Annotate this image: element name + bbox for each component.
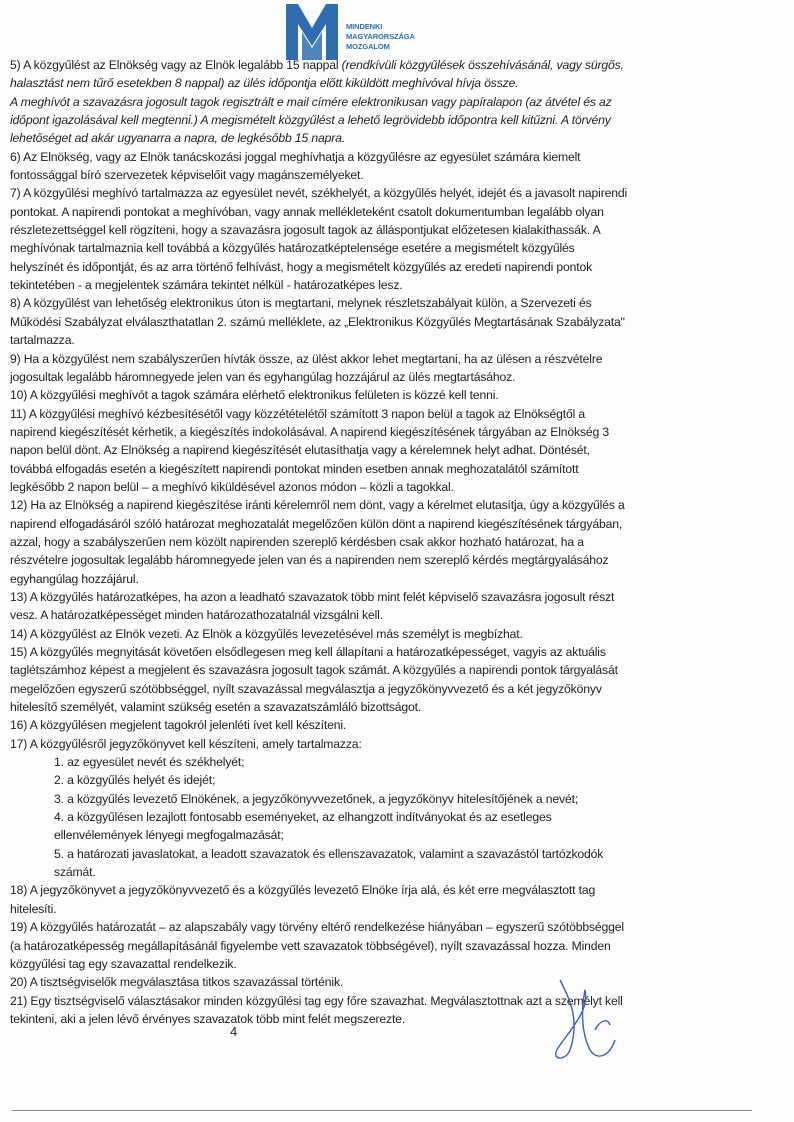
text: 12) Ha az Elnökség a napirend kiegészítése iránti kérelemről nem dönt, vagy a kérelmet elutasítja, úgy a közgyűlés a: [10, 498, 625, 513]
text: 18) A jegyzőkönyvet a jegyzőkönyvvezető és a közgyűlés levezető Elnöke írja alá, és két erre megválasztott tag: [10, 883, 596, 898]
italic-text: A meghívót a szavazásra jogosult tagok regisztrált e mail címére elektronikusan vagy papíralapon (az átvétel és az: [10, 94, 612, 109]
document-body: [10, 56, 790, 1028]
text-line: [10, 441, 790, 459]
text-line: [10, 735, 790, 753]
text-line: [10, 386, 790, 404]
logo-text-line: MAGYARORSZÁGA: [346, 32, 415, 41]
text: meghívónak tartalmaznia kell továbbá a közgyűlés határozatképtelensége esetére a megismételt közgyűlés: [10, 241, 575, 256]
text: tekintetében - a megjelentek számára tekintet nélkül - határozatképes lesz.: [10, 278, 403, 293]
list-item-line: [10, 771, 790, 789]
text: vesz. A határozatképességet minden határozathozatalnál vizsgálni kell.: [10, 608, 383, 623]
text-line: [10, 1010, 790, 1028]
text: 6) Az Elnökség, vagy az Elnök tanácskozási joggal meghívhatja a közgyűlésre az egyesület számára kiemelt: [10, 149, 581, 164]
text: 10) A közgyűlési meghívót a tagok számára elérhető elektronikus felületen is közzé kell tenni.: [10, 388, 499, 403]
text: 11) A közgyűlési meghívó kézbesítésétől vagy közzétételétől számított 3 napon belül a tagok az Elnökségtől a: [10, 406, 586, 421]
text-line: [10, 680, 790, 698]
text: 3. a közgyűlés levezető Elnökének, a jegyzőkönyvvezetőnek, a jegyzőkönyv hitelesítőjének a nevét;: [54, 791, 579, 806]
text-line: [10, 698, 790, 716]
text-line: [10, 221, 790, 239]
text-line: [10, 496, 790, 514]
text: számát.: [54, 865, 96, 880]
logo-text-line: MINDENKI: [346, 22, 383, 31]
text: (a határozatképesség megállapításánál figyelembe vett szavazatok többségével), nyílt szavazással hozza. Minden: [10, 938, 611, 953]
text: egyhangúlag hozzájárul.: [10, 571, 139, 586]
page-bottom-edge: [12, 1110, 752, 1111]
text-line: [10, 331, 790, 349]
text-line: [10, 551, 790, 569]
text-line: [10, 570, 790, 588]
text-line: [10, 460, 790, 478]
text: azzal, hogy a szabályszerűen nem közölt napirenden szereplő kérdésben csak akkor hozható határozat, ha a: [10, 534, 584, 549]
text-line: [10, 111, 790, 129]
text: 5) A közgyűlést az Elnökség vagy az Elnök legalább 15 nappal: [10, 58, 342, 72]
text-line: [10, 423, 790, 441]
text-line: [10, 643, 790, 661]
logo-text-line: MOZGALOM: [346, 42, 390, 51]
text-line: [10, 74, 790, 92]
text: 17) A közgyűlésről jegyzőkönyvet kell készíteni, amely tartalmazza:: [10, 736, 362, 751]
text: Működési Szabályzat elválaszthatatlan 2. számú melléklete, az „Elektronikus Közgyűlés Megtartásának Szabályzata": [10, 314, 625, 329]
page-number: 4: [230, 1024, 238, 1039]
text-line: [10, 93, 790, 111]
text: 21) Egy tisztségviselő választásakor minden közgyűlési tag egy főre szavazhat. Megválasztottnak azt a személyt kell: [10, 993, 623, 1008]
text-line: [10, 56, 790, 74]
text: 4. a közgyűlésen lezajlott fontosabb eseményeket, az elhangzott indítványokat és az esetleges: [54, 810, 552, 825]
text: jogosultak legalább háromnegyede jelen van és egyhangúlag hozzájárul az ülés megtartásához.: [10, 369, 516, 384]
text: pontokat. A napirendi pontokat a meghívóban, vagy annak mellékleteként csatolt dokumentumban legalább olyan: [10, 204, 604, 219]
text-line: [10, 716, 790, 734]
list-item-line: [10, 826, 790, 844]
text-line: [10, 368, 790, 386]
text-line: [10, 937, 790, 955]
text: részletezettséggel kell rögzíteni, hogy a szavazásra jogosult tagok az álláspontjukat előzetesen kialakíthassák. A: [10, 223, 601, 238]
text: 1. az egyesület nevét és székhelyét;: [54, 755, 245, 770]
text: tartalmazza.: [10, 333, 75, 348]
text: tekinteni, aki a jelen lévő érvényes szavazatok több mint felét megszerezte.: [10, 1011, 406, 1026]
italic-text: lehetőséget ad akár ugyanarra a napra, de legkésőbb 15 napra.: [10, 131, 346, 146]
text: 19) A közgyűlés határozatát – az alapszabály vagy törvény eltérő rendelkezése hiányában – egyszerű szótöbbséggel: [10, 920, 624, 935]
text-line: [10, 203, 790, 221]
text: 14) A közgyűlést az Elnök vezeti. Az Elnök a közgyűlés levezetésével más személyt is megbízhat.: [10, 626, 523, 641]
text-line: [10, 276, 790, 294]
text: taglétszámhoz képest a megjelent és szavazásra jogosult tagok számát. A közgyűlés a napirendi pontok tárgyalását: [10, 663, 618, 678]
text-line: [10, 258, 790, 276]
text: napirend kiegészítését kérhetik, a kiegészítés indokolásával. A napirend kiegészítésének tárgyában az Elnökség 3: [10, 424, 610, 439]
text: közgyűlési tag egy szavazattal rendelkezik.: [10, 956, 237, 971]
logo-m-mark: [284, 2, 344, 62]
list-item-line: [10, 808, 790, 826]
text: 15) A közgyűlés megnyitását követően elsődlegesen meg kell állapítani a határozatképességet, vagyis az aktuális: [10, 645, 606, 659]
text-line: [10, 533, 790, 551]
text-line: [10, 900, 790, 918]
text-line: [10, 148, 790, 166]
organization-logo: [284, 2, 444, 62]
text-line: [10, 881, 790, 899]
list-item-line: [10, 753, 790, 771]
italic-text: halasztást nem tűrő esetekben 8 nappal) az ülés időpontja előtt kiküldött meghívóval hívja össze.: [10, 76, 519, 91]
text-line: [10, 184, 790, 202]
text-line: [10, 405, 790, 423]
text-line: [10, 129, 790, 147]
text-line: [10, 588, 790, 606]
text-line: [10, 606, 790, 624]
text: megelőzően egyszerű szótöbbséggel, nyílt szavazással megválasztja a jegyzőkönyvvezető és a két jegyzőkönyv: [10, 681, 602, 696]
text: 5. a határozati javaslatokat, a leadott szavazatok és ellenszavazatok, valamint a szavazástól tartózkodók: [54, 846, 604, 861]
text-line: [10, 992, 790, 1010]
text-line: [10, 973, 790, 991]
text-line: [10, 350, 790, 368]
italic-text: időpont igazolásával kell megtenni.) A megismételt közgyűlést a lehető legrövidebb időpontra kell kitűzni. A törvény: [10, 113, 611, 128]
text-line: [10, 918, 790, 936]
text-line: [10, 955, 790, 973]
list-item-line: [10, 863, 790, 881]
text-line: [10, 625, 790, 643]
text: 2. a közgyűlés helyét és idejét;: [54, 773, 216, 788]
text-line: [10, 515, 790, 533]
text: hitelesíti.: [10, 901, 57, 916]
text: részvételre jogosultak legalább háromnegyede jelen van és a napirenden nem szereplő kérdés megtárgyalásához: [10, 553, 609, 568]
text: helyszínét és időpontját, és az arra történő felhívást, hogy a megismételt közgyűlés az eredeti napirendi pontok: [10, 259, 593, 274]
text: napon belül dönt. Az Elnökség a napirend kiegészítését elutasíthatja vagy a kérelemnek helyt adhat. Döntését,: [10, 443, 590, 458]
handwritten-signature: [540, 970, 630, 1070]
text-line: [10, 478, 790, 496]
text-line: [10, 661, 790, 679]
text: 9) Ha a közgyűlést nem szabályszerűen hívták össze, az ülést akkor lehet megtartani, ha az ülésen a részvételre: [10, 351, 603, 366]
text-line: [10, 239, 790, 257]
text: 20) A tisztségviselők megválasztása titkos szavazással történik.: [10, 975, 344, 990]
text: fontossággal bíró szervezetek képviselőit vagy magánszemélyeket.: [10, 168, 364, 183]
text: legkésőbb 2 napon belül – a meghívó kiküldésével azonos módon – közli a tagokkal.: [10, 479, 454, 494]
text: továbbá elfogadás esetén a kiegészített napirendi pontokat minden esetben annak meghozatalától számított: [10, 461, 579, 476]
text: 7) A közgyűlési meghívó tartalmazza az egyesület nevét, székhelyét, a közgyűlés helyét, idejét és a javasolt napirendi: [10, 186, 628, 201]
italic-text: (rendkívüli közgyűlések összehívásánál, vagy sürgős,: [341, 58, 624, 72]
text: 13) A közgyűlés határozatképes, ha azon a leadható szavazatok több mint felét képviselő szavazásra jogosult részt: [10, 589, 615, 604]
list-item-line: [10, 790, 790, 808]
text: ellenvélemények lényegi megfogalmazását;: [54, 828, 284, 843]
text: 16) A közgyűlésen megjelent tagokról jelenléti ívet kell készíteni.: [10, 718, 347, 733]
text: napirend elfogadásáról szóló határozat meghozatalát megelőzően külön dönt a napirend kiegészítésének tárgyában,: [10, 516, 623, 531]
text: hitelesítő személyét, valamint szükség esetén a szavazatszámláló bizottságot.: [10, 700, 422, 715]
text-line: [10, 294, 790, 312]
list-item-line: [10, 845, 790, 863]
text: 8) A közgyűlést van lehetőség elektronikus úton is megtartani, melynek részletszabályait külön, a Szervezeti és: [10, 296, 592, 311]
text-line: [10, 166, 790, 184]
text-line: [10, 313, 790, 331]
